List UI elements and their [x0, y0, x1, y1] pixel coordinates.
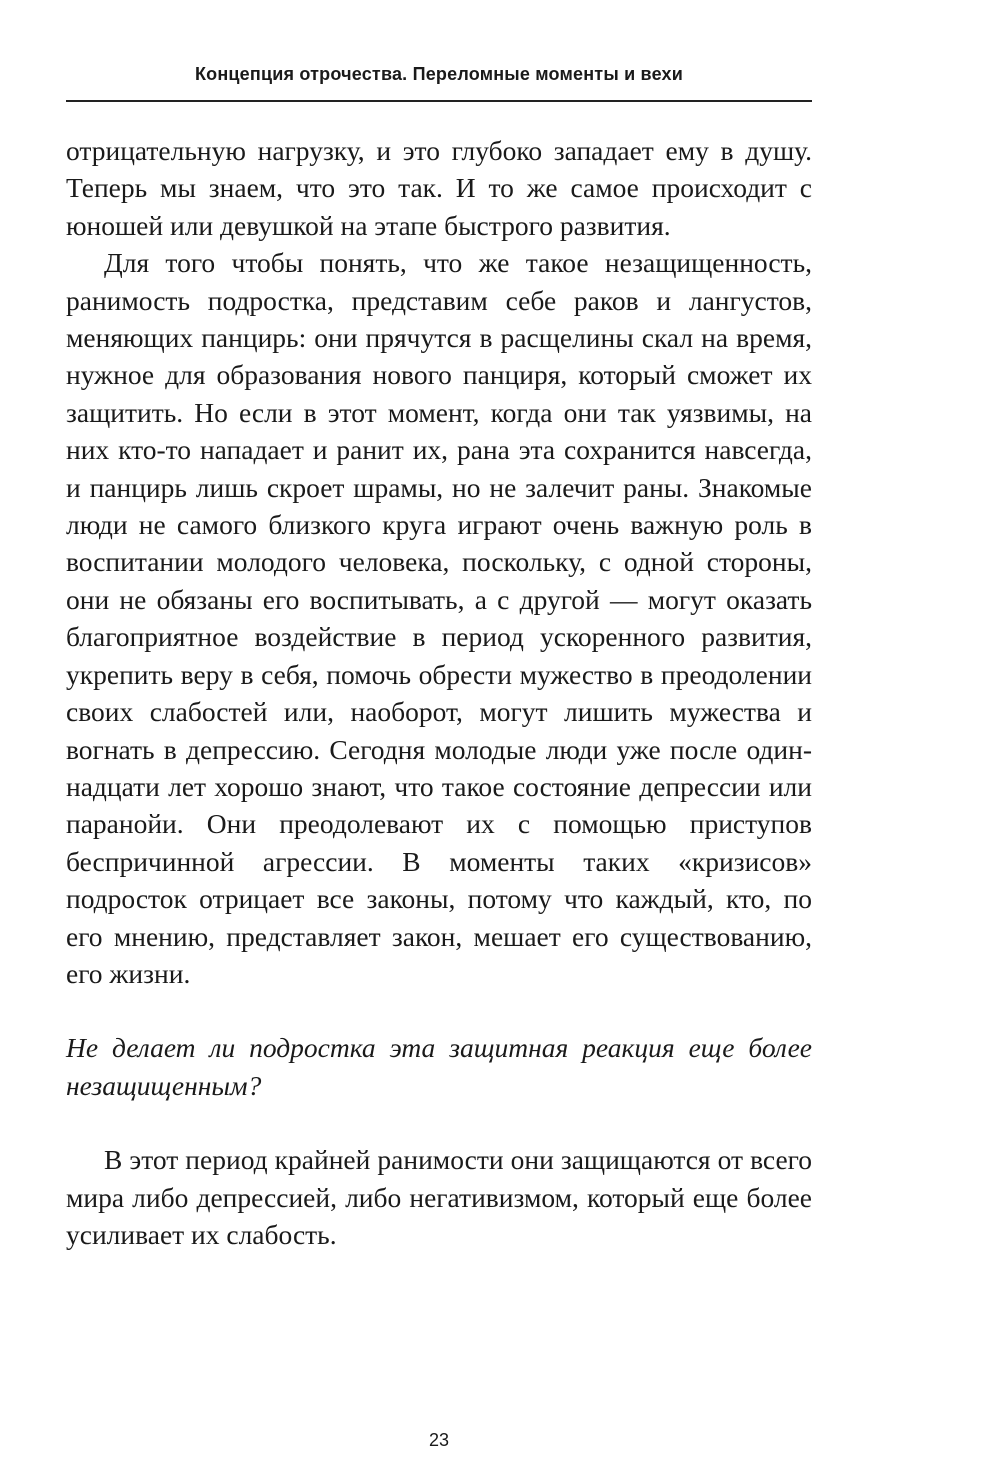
page-number: 23	[428, 1430, 450, 1450]
body-text	[66, 132, 812, 1253]
paragraph-continuation: отрицательную нагрузку, и это глубоко западает ему в душу. Теперь мы знаем, что это так. И то же самое происходит с юношей или девушкой на этапе быстрого развития.	[66, 135, 812, 241]
header-rule	[66, 100, 812, 102]
paragraph-vulnerability: Для того чтобы понять, что же такое незащищенность, ранимость подростка, представим себе раков и лангустов, меняющих панцирь: они прячутся в расщелины скал на время, нужное для образования нового панциря, который сможет их защитить. Но если в этот момент, когда они так уязвимы, на них кто-то нападает и ранит их, рана эта сохранится навсегда, и панцирь лишь скроет шрамы, но не залечит раны. Знакомые люди не самого близкого круга играют очень важную роль в воспитании молодого человека, поскольку, с одной стороны, они не обязаны его воспитывать, а с другой — могут оказать благоприятное воздействие в период ускоренного развития, укрепить веру в себя, помочь обрести мужество в преодолении своих слабостей или, наоборот, могут лишить мужества и вогнать в депрессию. Сегодня молодые люди уже после одиннадцати лет хорошо знают, что такое состояние депрессии или паранойи. Они преодолевают их с помощью приступов беспричинной агрессии. В моменты таких «кризисов» подросток отрицает все законы, потому что каждый, кто, по его мнению, представляет закон, мешает его существованию, его жизни.	[66, 247, 812, 989]
interview-question: Не делает ли подростка эта защитная реакция еще более незащищенным?	[66, 1032, 812, 1101]
paragraph-answer: В этот период крайней ранимости они защищаются от всего мира либо депрессией, либо негативизмом, который еще более усиливает их слабость.	[66, 1144, 812, 1250]
running-head: Концепция отрочества. Переломные моменты и вехи	[194, 64, 684, 84]
